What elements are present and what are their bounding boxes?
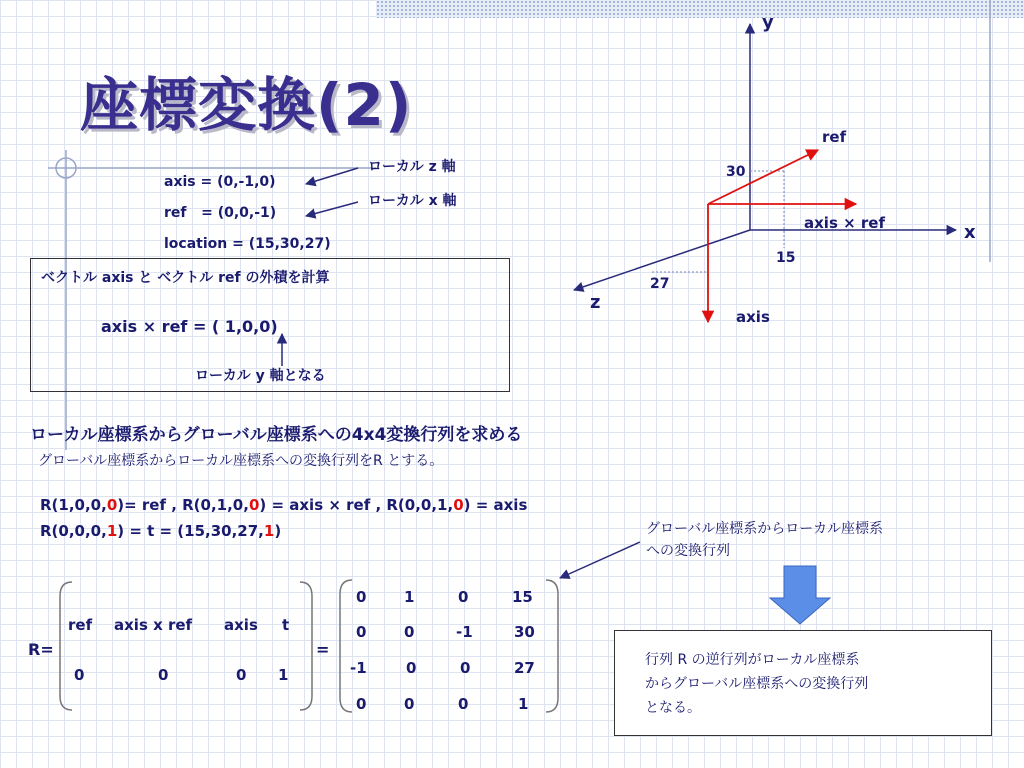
matrix-left-b2: 0 — [236, 666, 247, 684]
label-local-z: ローカル z 軸 — [368, 159, 456, 175]
right-matrix-open-bracket — [340, 580, 352, 712]
slide-title: 座標変換(2) — [80, 71, 413, 139]
mr-0-3: 15 — [512, 588, 533, 606]
mr-2-2: 0 — [460, 659, 471, 677]
section-heading: ローカル座標系からグローバル座標系への4x4変換行列を求める — [30, 425, 523, 445]
mr-0-0: 0 — [356, 588, 367, 606]
mr-2-3: 27 — [514, 659, 535, 677]
eq2-red-a: 1 — [106, 522, 118, 540]
eq1-part-a: R(1,0,0, — [40, 496, 107, 514]
def-location: location = (15,30,27) — [164, 236, 331, 252]
graph-ref-label: ref — [822, 128, 847, 146]
graph-tick-30: 30 — [726, 164, 746, 180]
matrix-left-cross: axis x ref — [114, 616, 193, 634]
arrow-callout-g2l — [560, 542, 640, 578]
cross-product-box — [30, 258, 510, 392]
matrix-left-b1: 0 — [158, 666, 169, 684]
mr-1-1: 0 — [404, 623, 415, 641]
def-axis: axis = (0,-1,0) — [164, 174, 276, 190]
graph-tick-15: 15 — [776, 250, 796, 266]
matrix-r-label: R= — [28, 640, 54, 659]
graph-z-label: z — [590, 292, 601, 313]
graph-tick-27: 27 — [650, 276, 670, 292]
inverse-line-2: からグローバル座標系への変換行列 — [645, 676, 869, 692]
mr-3-2: 0 — [458, 695, 469, 713]
eq2-red-b: 1 — [263, 522, 275, 540]
eq1-part-b: )= ref , R(0,1,0, — [117, 496, 249, 514]
eq1-red-b: 0 — [248, 496, 260, 514]
graph-x-label: x — [964, 222, 976, 243]
graph-y-label: y — [762, 12, 774, 33]
graph-cross-label: axis × ref — [804, 214, 885, 232]
inverse-line-1: 行列 R の逆行列がローカル座標系 — [645, 652, 860, 668]
left-matrix-close-bracket — [300, 582, 312, 710]
equation-line-2 — [40, 522, 281, 540]
cross-formula: axis × ref = ( 1,0,0) — [101, 317, 278, 336]
def-ref: ref = (0,0,-1) — [164, 205, 277, 221]
matrix-left-axis: axis — [224, 616, 258, 634]
inverse-box — [614, 630, 992, 736]
mr-3-1: 0 — [404, 695, 415, 713]
left-matrix-open-bracket — [60, 582, 72, 710]
callout-g2l-line-2: への変換行列 — [646, 543, 730, 559]
mr-0-1: 1 — [404, 588, 415, 606]
arrow-axis-z — [306, 168, 358, 184]
equation-line-1 — [40, 496, 527, 514]
eq2-part-c: ) — [274, 522, 282, 540]
mr-3-0: 0 — [356, 695, 367, 713]
matrix-left-ref: ref — [68, 616, 93, 634]
mr-1-2: -1 — [456, 623, 473, 641]
mr-0-2: 0 — [458, 588, 469, 606]
mr-1-3: 30 — [514, 623, 535, 641]
graph-axis-label: axis — [736, 308, 770, 326]
right-matrix-close-bracket — [546, 580, 558, 712]
eq1-part-d: ) = axis — [463, 496, 528, 514]
eq2-part-b: ) = t = (15,30,27, — [117, 522, 264, 540]
arrow-ref-x — [306, 202, 358, 216]
section-subheading: グローバル座標系からローカル座標系への変換行列をR とする。 — [38, 453, 444, 469]
eq1-red-a: 0 — [106, 496, 118, 514]
matrix-left-t: t — [282, 616, 290, 634]
callout-g2l-line-1: グローバル座標系からローカル座標系 — [646, 521, 884, 537]
ref-vector — [708, 150, 818, 204]
matrix-equals: = — [316, 640, 330, 659]
mr-2-1: 0 — [406, 659, 417, 677]
cross-heading: ベクトル axis と ベクトル ref の外積を計算 — [41, 270, 330, 286]
mr-2-0: -1 — [350, 659, 367, 677]
inverse-line-3: となる。 — [645, 700, 701, 716]
eq1-red-c: 0 — [453, 496, 464, 514]
down-arrow-icon — [770, 566, 830, 624]
cross-note: ローカル y 軸となる — [195, 368, 326, 384]
mr-1-0: 0 — [356, 623, 367, 641]
matrix-left-b0: 0 — [74, 666, 85, 684]
mr-3-3: 1 — [518, 695, 529, 713]
eq1-part-c: ) = axis × ref , R(0,0,1, — [259, 496, 454, 514]
matrix-left-b3: 1 — [278, 666, 289, 684]
eq2-part-a: R(0,0,0, — [40, 522, 107, 540]
label-local-x: ローカル x 軸 — [368, 193, 457, 209]
